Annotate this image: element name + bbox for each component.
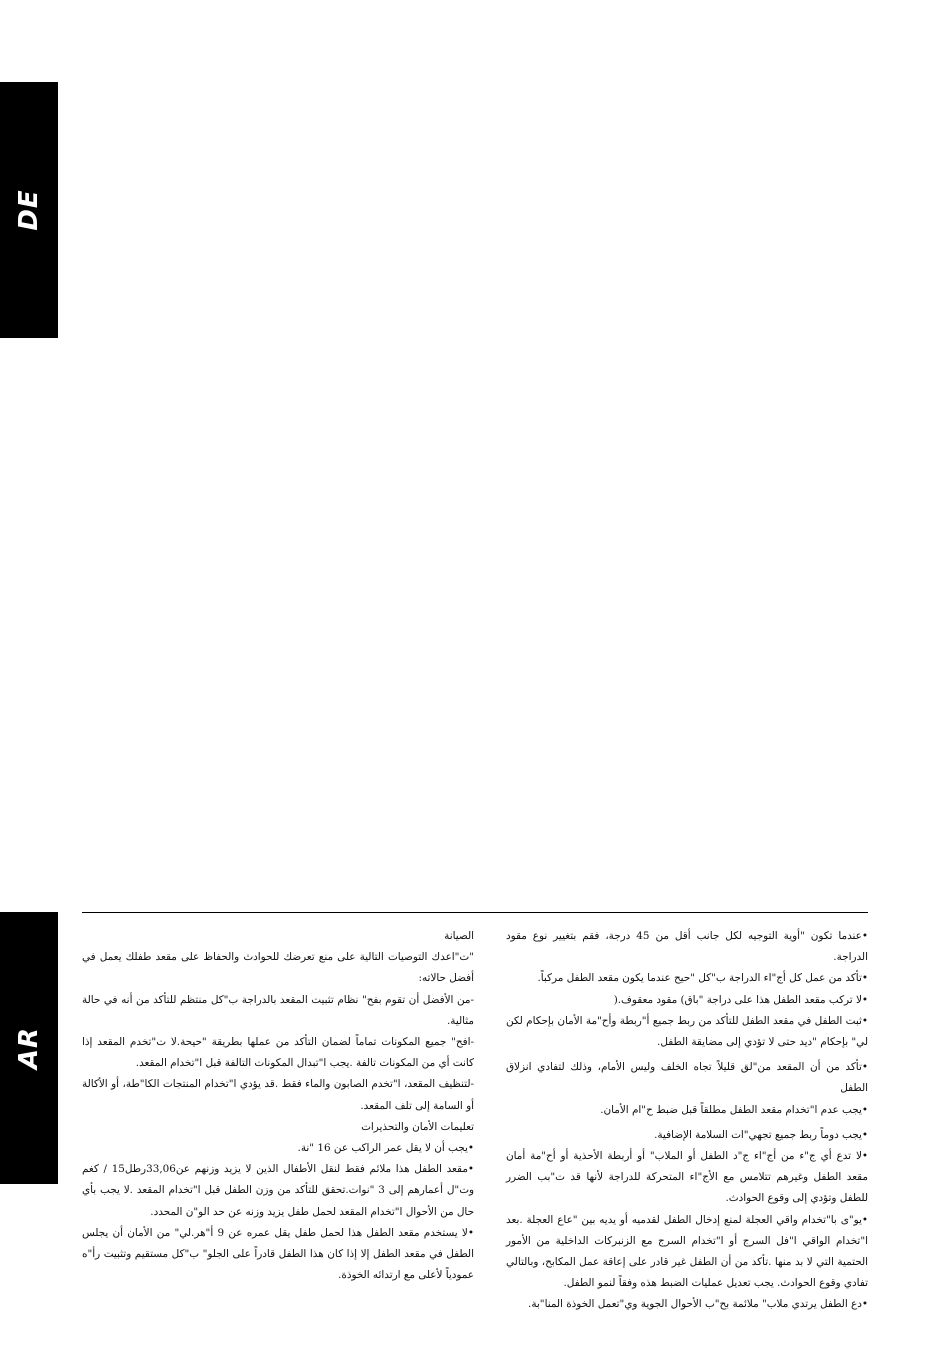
paragraph: •لا تركب مقعد الطفل هذا على دراجة "باق) مقود معقوف.( — [613, 993, 868, 1006]
paragraph: -من الأفضل أن تقوم بفح" نظام تثبيت المقعد بالدراجة ب"كل منتظم للتأكد من أنه في حالة مثالية. — [82, 993, 474, 1027]
language-tab-ar-label: AR — [14, 1026, 44, 1070]
paragraph: -افح" جميع المكونات تماماً لضمان التأكد من عملها بطريقة "حيحة.لا ت"تخدم المقعد إذا كانت أي من المكونات تالفة .يجب ا"تبدال المكونات التالفة قبل ا"تخدام المقعد. — [82, 1036, 474, 1070]
paragraph: "ت"اعدك التوصيات التالية على منع تعرضك للحوادث والحفاظ على مقعد طفلك يعمل في أفضل حالاته: — [82, 951, 474, 985]
safety-instructions-column — [506, 926, 868, 1316]
language-tab-de-label: DE — [14, 189, 44, 231]
paragraph: •عندما تكون "أوية التوجيه لكل جانب أقل من 45 درجة، فقم بتغيير نوع مقود الدراجة. — [506, 930, 868, 964]
maintenance-column — [82, 926, 474, 1286]
paragraph: •تأكد من عمل كل أج"اء الدراجة ب"كل "حيح عندما يكون مقعد الطفل مركباً. — [537, 972, 868, 985]
paragraph: •يجب دوماً ربط جميع تجهي"ات السلامة الإضافية. — [654, 1128, 868, 1141]
section-divider — [82, 912, 868, 913]
paragraph: •لا يستخدم مقعد الطفل هذا لحمل طفل يقل عمره عن 9 أ"هر.لي" من الأمان أن يجلس الطفل في مقعد الطفل إلا إذا كان هذا الطفل قادراً على الجلو" ب"كل مستقيم وتثبيت رأ"ه عمودياً لأعلى مع ارتدائه الخوذة. — [82, 1226, 474, 1282]
language-tab-ar — [0, 912, 58, 1184]
paragraph: •يو"ى با"تخدام واقي العجلة لمنع إدخال الطفل لقدميه أو يديه بين "عاع العجلة .بعد ا"تخدام الواقي ا"فل السرج أو ا"تخدام السرج مع الزنبركات الداخلية من الأمور الحتمية التي لا بد منها .تأكد من أن الطفل غير قادر على إعاقة عمل المكابح، وبالتالي تفادي وقوع الحوادث. يجب تعديل عمليات الضبط هذه وفقاً لنمو الطفل. — [506, 1213, 868, 1290]
language-tab-de — [0, 82, 58, 338]
paragraph: •يجب عدم ا"تخدام مقعد الطفل مطلقاً قبل ضبط ح"ام الأمان. — [600, 1103, 868, 1116]
paragraph: •يجب أن لا يقل عمر الراكب عن 16 "نة. — [297, 1142, 474, 1155]
paragraph: •ثبت الطفل في مقعد الطفل للتأكد من ربط جميع أ"ربطة وأح"مة الأمان بإحكام لكن لي" بإحكام "ديد حتى لا تؤدي إلى مضايقة الطفل. — [506, 1014, 868, 1049]
paragraph: •تأكد من أن المقعد من"لق قليلاً تجاه الخلف وليس الأمام، وذلك لتفادي انزلاق الطفل — [506, 1061, 868, 1095]
paragraph: •دع الطفل يرتدي ملاب" ملائمة بح"ب الأحوال الجوية وي"تعمل الخوذة المنا"بة. — [528, 1298, 868, 1311]
paragraph: •مقعد الطفل هذا ملائم فقط لنقل الأطفال الذين لا يزيد وزنهم عن33,06رطل15 / كغم وت"ل أعمارهم إلى 3 "نوات.تحقق للتأكد من وزن الطفل قبل ا"تخدام المقعد .لا يجب بأي حال من الأحوال ا"تخدام المقعد لحمل طفل يزيد وزنه عن حد الو"ن المحدد. — [82, 1163, 475, 1218]
paragraph: •لا تدع أي ج"ء من أج"اء ج"د الطفل أو الملاب" أو أربطة الأحذية أو أح"مة أمان مقعد الطفل وغيرهم تتلامس مع الأج"اء المتحركة للدراجة لأنها قد ت"بب الضرر للطفل وتؤدي إلى وقوع الحوادث. — [506, 1150, 868, 1205]
section-heading-maintenance: الصيانة — [444, 930, 474, 942]
paragraph: -لتنظيف المقعد، ا"تخدم الصابون والماء فقط .قد يؤدي ا"تخدام المنتجات الكا"طة، أو الأكالة أو السامة إلى تلف المقعد. — [82, 1078, 474, 1112]
section-heading-safety: تعليمات الأمان والتحذيرات — [361, 1120, 474, 1133]
